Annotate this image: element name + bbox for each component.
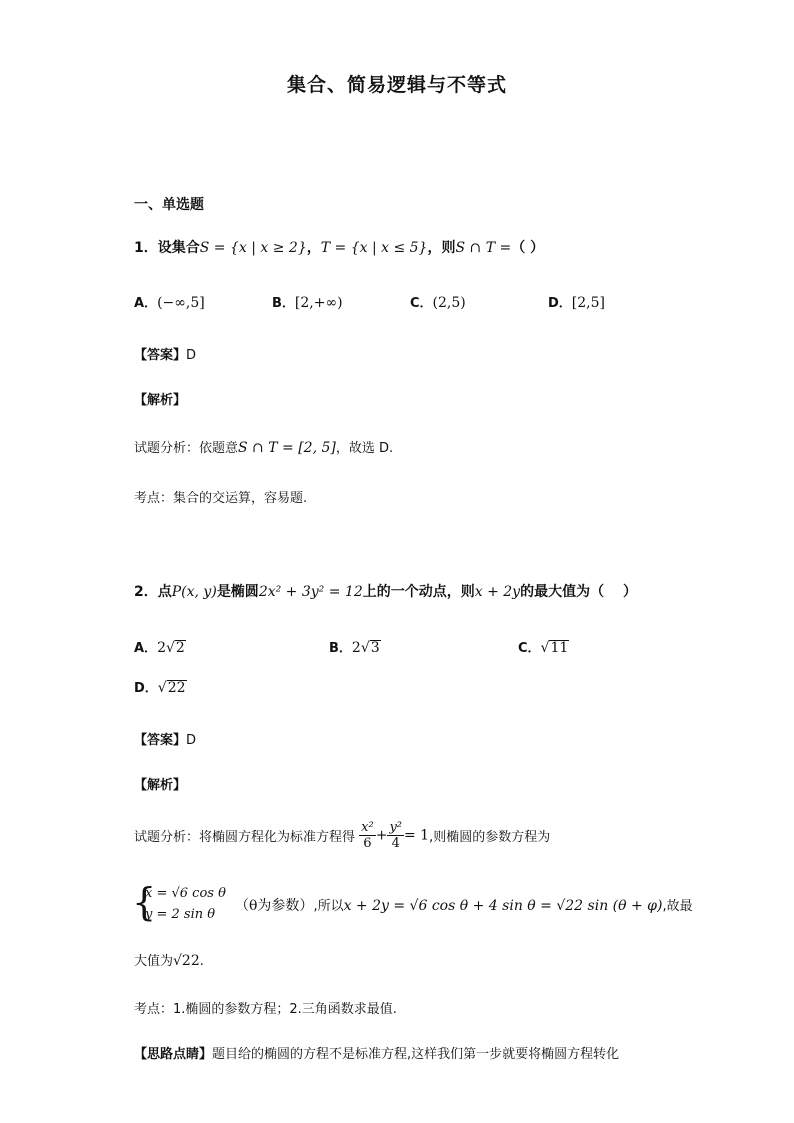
q2-analysis-line3 <box>134 950 204 969</box>
q2-option-b[interactable] <box>329 637 381 656</box>
param-note: （θ为参数） <box>235 898 314 914</box>
page-title: 集合、简易逻辑与不等式 <box>287 74 508 96</box>
option-radicand: 22 <box>167 680 186 696</box>
q1-set-t: T = {x | x ≤ 5} <box>320 240 428 256</box>
option-value: (2,5) <box>432 295 466 311</box>
q2-expr: x + 2y <box>474 584 521 600</box>
option-radicand: 2 <box>175 640 185 656</box>
analysis-expr: S ∩ T = [2, 5] <box>238 440 336 456</box>
answer-tag: 【答案】 <box>134 348 187 363</box>
silu-tag: 【思路点睛】 <box>134 1047 213 1062</box>
option-coef: 2 <box>157 640 166 656</box>
q2-option-d[interactable] <box>134 677 187 696</box>
q2-stem-mid2: 上的一个动点，则 <box>362 584 475 600</box>
option-label: B． <box>272 296 295 311</box>
option-radicand: 11 <box>550 640 569 656</box>
option-label: D． <box>134 681 158 696</box>
analysis-line3-text: 大值为 <box>134 954 174 969</box>
option-label: A． <box>134 296 158 311</box>
q2-point: P(x, y) <box>171 584 217 600</box>
analysis-line2-mid: ,所以 <box>313 899 344 914</box>
answer-tag: 【答案】 <box>134 733 187 748</box>
q2-analysis-tag: 【解析】 <box>134 778 187 793</box>
q2-ellipse: 2x² + 3y² = 12 <box>258 584 363 600</box>
analysis-line1-text: 试题分析：将椭圆方程化为标准方程得 <box>134 830 356 845</box>
q2-answer <box>134 729 196 748</box>
brace-icon: { <box>132 880 157 924</box>
analysis-line2-expr: x + 2y = √6 cos θ + 4 sin θ = √22 sin (θ + φ) <box>343 898 663 914</box>
q1-stem-prefix: 1．设集合 <box>134 240 200 256</box>
q1-paren: （ ） <box>511 240 545 256</box>
q2-option-a[interactable] <box>134 637 186 656</box>
param-x: x = √6 cos θ <box>145 886 226 901</box>
q1-expr: S ∩ T = <box>455 240 512 256</box>
option-label: C． <box>410 296 433 311</box>
fraction-x2-over-6: $\frac{\text{x²}}{6}$ <box>361 820 374 851</box>
q1-set-s: S = {x | x ≥ 2} <box>199 240 307 256</box>
equals-one: = 1 <box>404 827 430 844</box>
option-value: [2,+∞) <box>294 295 343 311</box>
q2-silu <box>134 1043 619 1062</box>
q2-stem-mid1: 是椭圆 <box>216 584 259 600</box>
q1-kaodian: 考点：集合的交运算，容易题. <box>134 491 308 506</box>
answer-value: D <box>186 733 197 748</box>
answer-value: D <box>186 348 197 363</box>
analysis-suffix: ，故选 D. <box>335 441 394 456</box>
option-coef: 2 <box>351 640 361 656</box>
q1-option-c[interactable] <box>410 292 466 311</box>
analysis-line1-suffix: ,则椭圆的参数方程为 <box>429 830 551 845</box>
sqrt-icon: √ <box>165 640 175 656</box>
option-value: [2,5] <box>571 295 605 311</box>
q1-option-a[interactable] <box>134 292 205 311</box>
plus-sign: + <box>375 827 388 844</box>
q1-analysis <box>134 437 393 456</box>
fraction-y2-over-4: $\frac{\text{y²}}{4}$ <box>389 820 402 851</box>
q2-stem-prefix: 2．点 <box>134 584 172 600</box>
option-radicand: 3 <box>370 640 380 656</box>
option-label: B． <box>329 641 352 656</box>
sqrt-icon: √ <box>360 640 370 656</box>
q1-stem-mid: ，则 <box>427 240 456 256</box>
q2-option-c[interactable] <box>518 637 569 656</box>
analysis-line3-expr: √22 <box>173 953 200 969</box>
q2-analysis-line2 <box>235 895 693 915</box>
sqrt-icon: √ <box>157 680 167 696</box>
q2-kaodian: 考点：1.椭圆的参数方程；2.三角函数求最值. <box>134 1002 397 1017</box>
analysis-prefix: 试题分析：依题意 <box>134 441 239 456</box>
q2-stem <box>134 581 637 601</box>
q1-comma: ， <box>306 240 321 256</box>
option-label: C． <box>518 641 541 656</box>
sqrt-icon: √ <box>540 640 550 656</box>
q2-analysis-line1 <box>134 820 550 851</box>
analysis-line2-suffix: ,故最 <box>662 899 693 914</box>
q2-stem-suffix: 的最大值为（ ） <box>520 584 637 600</box>
q1-option-d[interactable] <box>548 292 605 311</box>
option-value: (−∞,5] <box>157 295 205 311</box>
section-heading: 一、单选题 <box>134 197 204 213</box>
analysis-line3-end: . <box>199 954 204 969</box>
silu-text: 题目给的椭圆的方程不是标准方程,这样我们第一步就要将椭圆方程转化 <box>212 1047 620 1062</box>
option-label: A． <box>134 641 158 656</box>
q1-option-b[interactable] <box>272 292 343 311</box>
q1-answer <box>134 344 196 363</box>
q1-analysis-tag: 【解析】 <box>134 393 187 408</box>
param-y: y = 2 sin θ <box>145 907 216 922</box>
q1-stem <box>134 237 544 257</box>
option-label: D． <box>548 296 572 311</box>
